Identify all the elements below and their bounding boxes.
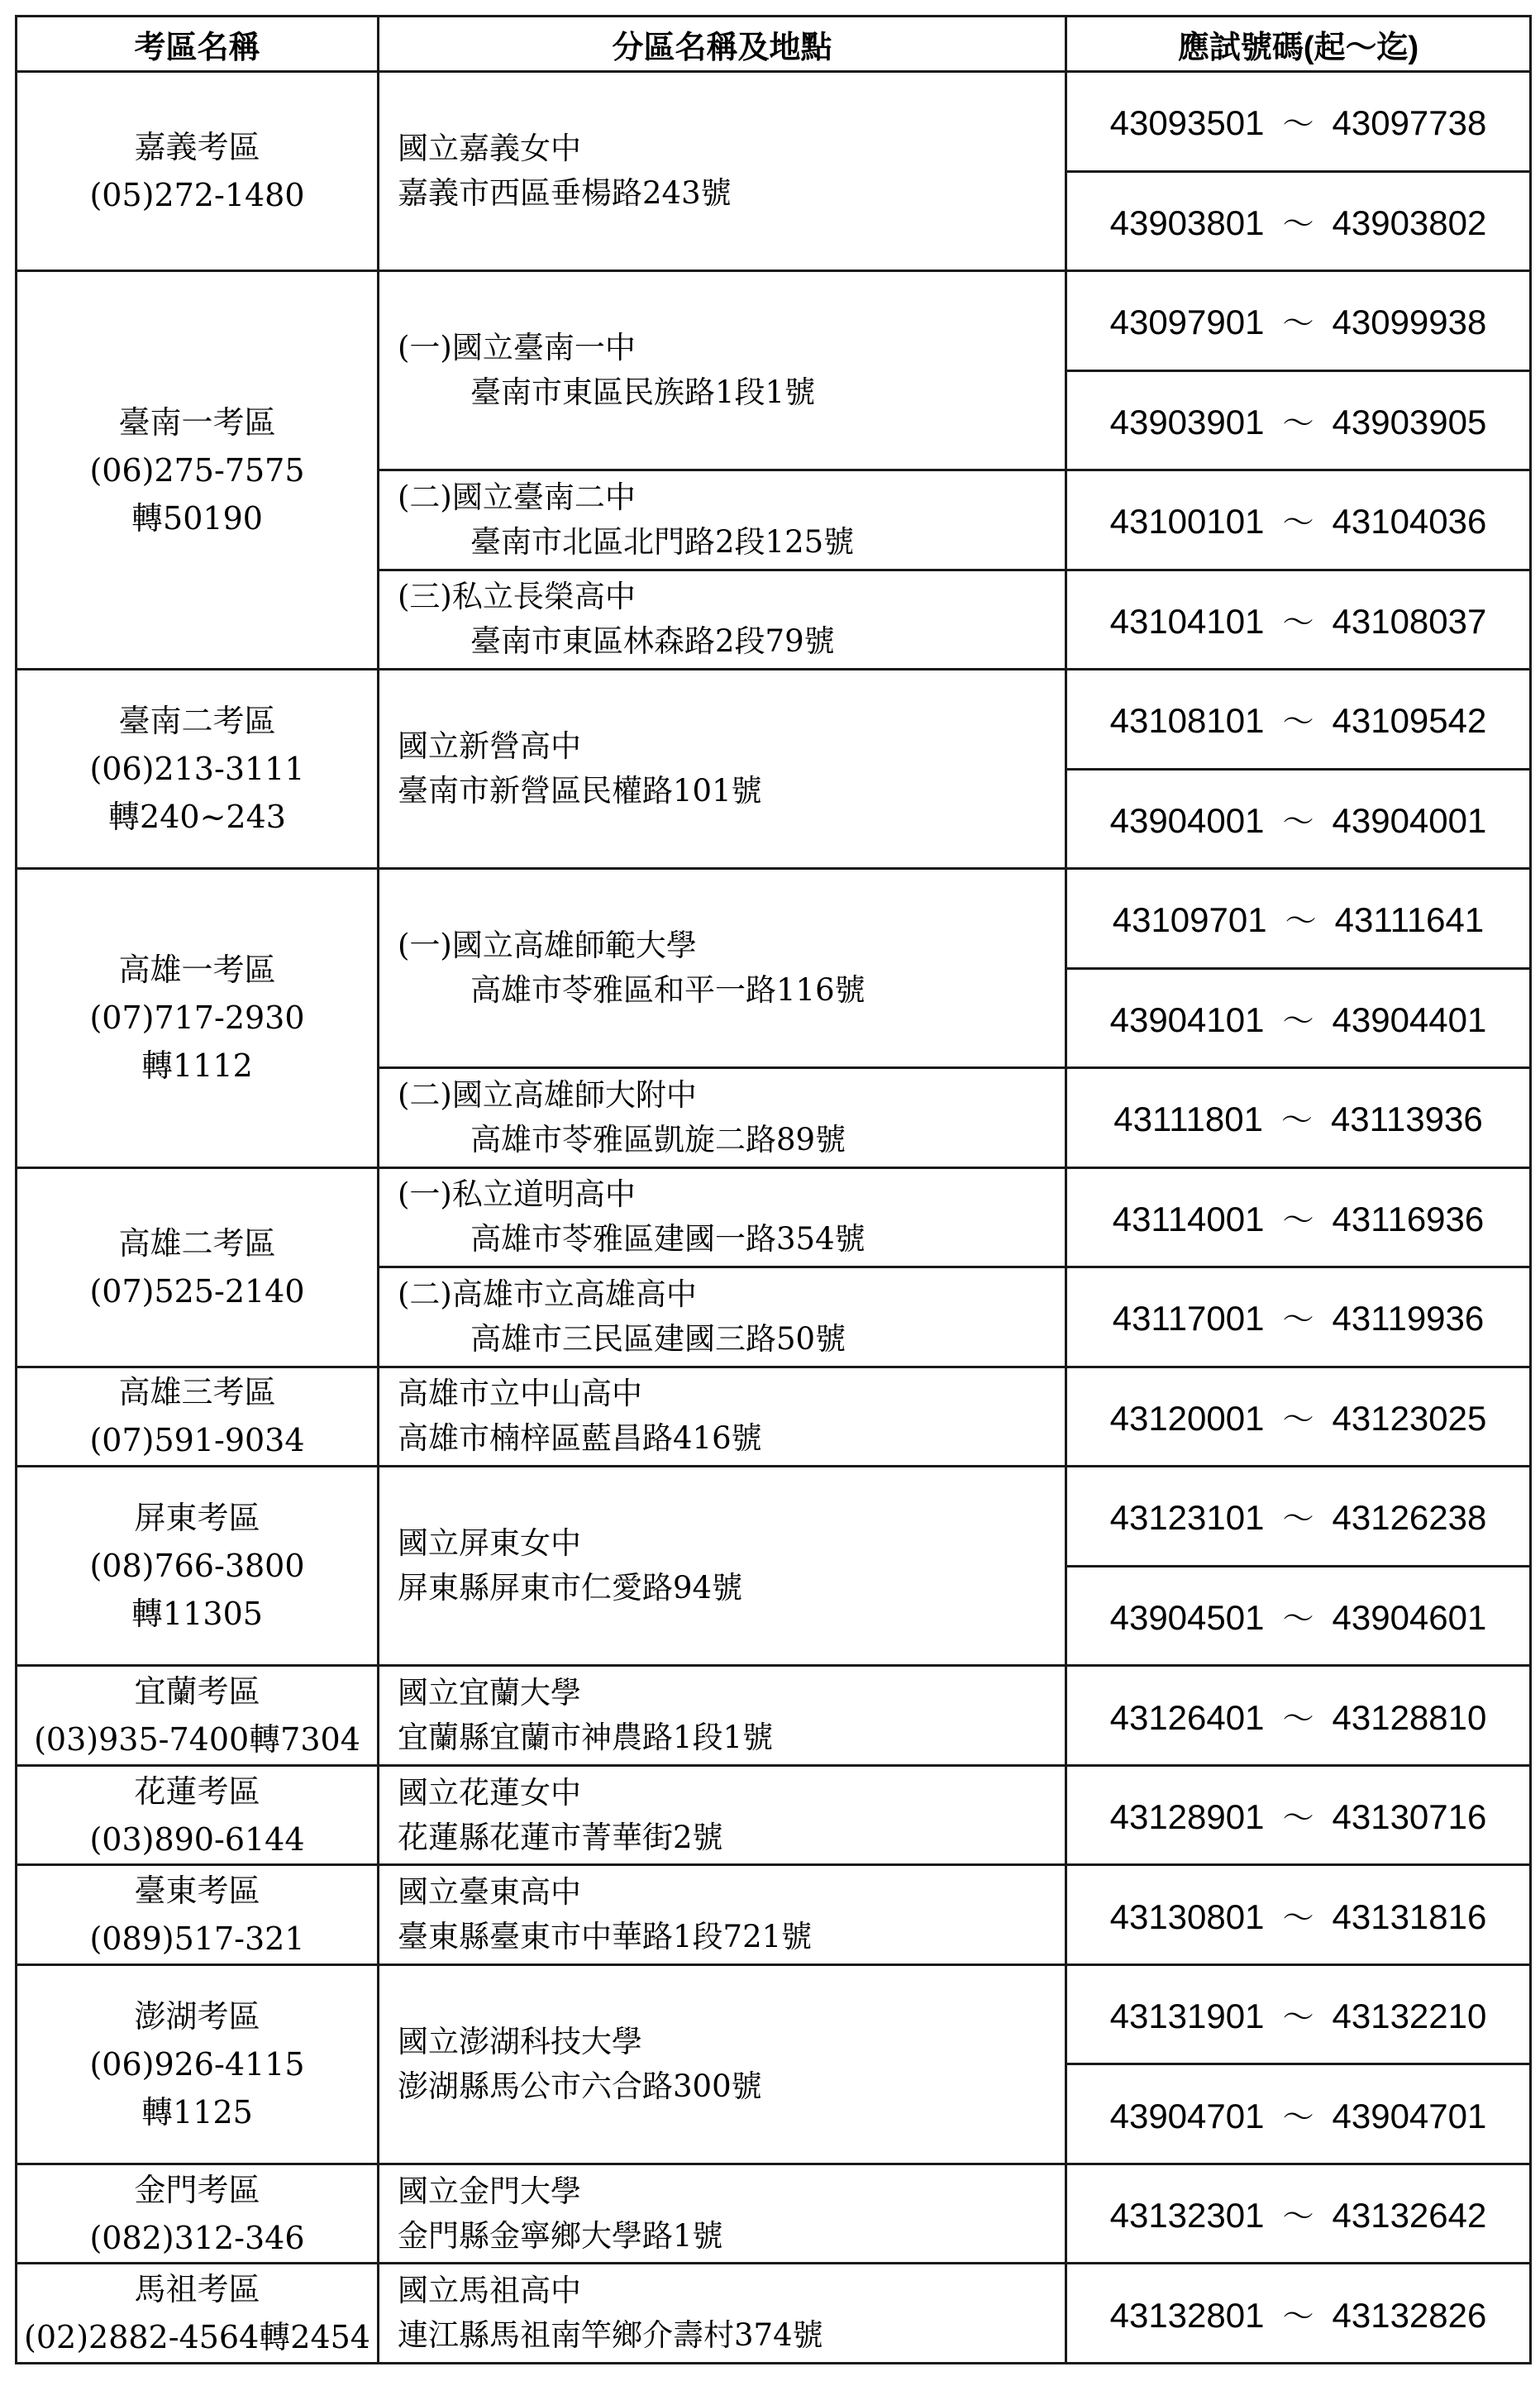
site-name: (一)國立高雄師範大學 [398, 928, 697, 964]
range-end-number: 43903802 [1332, 203, 1487, 242]
exam-number-range-cell [1066, 1267, 1531, 1367]
range-end-number: 43132642 [1332, 2196, 1487, 2235]
range-start-number: 43132801 [1109, 2295, 1265, 2335]
exam-number-range-cell [1066, 1666, 1531, 1766]
exam-area-cell [17, 1167, 379, 1367]
range-tilde: ～ [1282, 2198, 1314, 2235]
exam-number-range-cell [1066, 1467, 1531, 1567]
exam-area-phone: (06)213-3111 [89, 751, 305, 788]
exam-area-name: 馬祖考區 [134, 2271, 260, 2308]
range-end-number: 43113936 [1330, 1100, 1483, 1139]
site-address: 連江縣馬祖南竿鄉介壽村374號 [398, 2317, 823, 2354]
site-address: 臺南市北區北門路2段125號 [470, 523, 855, 560]
range-end-number: 43104036 [1332, 502, 1487, 542]
exam-area-name: 宜蘭考區 [134, 1673, 260, 1710]
site-name: (三)私立長榮高中 [398, 579, 636, 615]
exam-area-cell [17, 271, 379, 670]
exam-number-range-cell [1066, 769, 1531, 869]
exam-number-range-cell [1066, 570, 1531, 670]
header-area-name: 考區名稱 [17, 17, 379, 72]
range-tilde: ～ [1282, 1600, 1314, 1637]
range-tilde: ～ [1282, 604, 1314, 641]
range-end-number: 43126238 [1332, 1498, 1487, 1538]
site-address: 臺南市東區民族路1段1號 [470, 375, 816, 411]
range-start-number: 43131901 [1109, 1997, 1265, 2036]
exam-area-phone: (07)591-9034 [89, 1422, 305, 1459]
exam-number-range-cell [1066, 72, 1531, 172]
range-start-number: 43100101 [1109, 502, 1265, 542]
range-end-number: 43904401 [1332, 1000, 1487, 1039]
site-name: (二)國立高雄師大附中 [398, 1076, 697, 1113]
exam-number-range-cell [1066, 470, 1531, 570]
site-address: 宜蘭縣宜蘭市神農路1段1號 [398, 1720, 774, 1755]
exam-number-range-cell [1066, 370, 1531, 470]
range-tilde: ～ [1282, 1700, 1314, 1737]
table-header-row [17, 17, 1531, 72]
range-start-number: 43904001 [1109, 800, 1265, 840]
range-start-number: 43104101 [1109, 601, 1265, 641]
exam-number-range-cell [1066, 1068, 1531, 1168]
range-start-number: 43126401 [1109, 1697, 1265, 1737]
range-tilde: ～ [1285, 903, 1317, 940]
range-tilde: ～ [1282, 1800, 1314, 1837]
exam-area-phone: (06)926-4115 [89, 2045, 305, 2083]
exam-area-cell [17, 1765, 379, 1865]
site-address: 高雄市楠梓區藍昌路416號 [398, 1420, 762, 1457]
exam-area-name: 嘉義考區 [134, 129, 260, 166]
site-location-cell [379, 1765, 1066, 1865]
range-end-number: 43123025 [1332, 1398, 1487, 1438]
range-start-number: 43132301 [1109, 2196, 1265, 2235]
exam-number-range-cell [1066, 2164, 1531, 2264]
range-start-number: 43123101 [1109, 1498, 1265, 1538]
exam-area-phone: 轉11305 [131, 1596, 263, 1633]
site-name: 國立馬祖高中 [398, 2273, 581, 2309]
site-location-cell [379, 570, 1066, 670]
range-end-number: 43131816 [1332, 1897, 1487, 1936]
exam-area-name: 臺南一考區 [118, 403, 276, 441]
table-row [17, 869, 1531, 969]
table-row [17, 2264, 1531, 2364]
range-end-number: 43132210 [1332, 1997, 1487, 2036]
range-start-number: 43114001 [1112, 1199, 1265, 1238]
site-name: 國立屏東女中 [398, 1525, 581, 1562]
range-tilde: ～ [1282, 1501, 1314, 1538]
exam-area-cell [17, 670, 379, 869]
range-end-number: 43111641 [1334, 900, 1485, 940]
exam-area-name: 澎湖考區 [134, 1997, 260, 2035]
exam-area-phone: (07)525-2140 [89, 1272, 305, 1310]
site-location-cell [379, 1367, 1066, 1467]
table-row [17, 1865, 1531, 1965]
exam-number-range-cell [1066, 968, 1531, 1068]
range-end-number: 43130716 [1332, 1797, 1487, 1837]
table-row [17, 1167, 1531, 1267]
table-row [17, 1964, 1531, 2064]
exam-number-range-cell [1066, 1566, 1531, 1666]
header-exam-numbers: 應試號碼(起～迄) [1066, 17, 1531, 72]
exam-area-phone: (082)312-346 [89, 2219, 305, 2256]
site-location-cell [379, 2164, 1066, 2264]
exam-location-table [15, 15, 1532, 2364]
range-start-number: 43903801 [1109, 203, 1265, 242]
exam-area-cell [17, 1666, 379, 1766]
site-name: (二)高雄市立高雄高中 [398, 1276, 697, 1312]
exam-area-name: 臺東考區 [134, 1873, 260, 1910]
range-tilde: ～ [1280, 1102, 1313, 1139]
site-name: 高雄市立中山高中 [398, 1376, 642, 1412]
site-name: (二)國立臺南二中 [398, 479, 636, 515]
exam-area-name: 高雄一考區 [118, 952, 276, 989]
site-address: 高雄市苓雅區建國一路354號 [470, 1221, 865, 1257]
exam-location-document [15, 15, 1529, 2364]
site-address: 花蓮縣花蓮市菁華街2號 [398, 1819, 723, 1855]
site-location-cell [379, 470, 1066, 570]
range-tilde: ～ [1282, 1400, 1314, 1438]
exam-area-cell [17, 72, 379, 271]
exam-area-name: 屏東考區 [134, 1500, 260, 1537]
range-start-number: 43111801 [1113, 1100, 1263, 1139]
exam-area-name: 金門考區 [134, 2171, 260, 2208]
table-row [17, 670, 1531, 770]
range-end-number: 43904601 [1332, 1597, 1487, 1637]
site-location-cell [379, 670, 1066, 869]
table-row [17, 72, 1531, 172]
site-address: 高雄市三民區建國三路50號 [470, 1320, 846, 1357]
range-tilde: ～ [1282, 1201, 1314, 1238]
exam-area-phone: 轉50190 [131, 499, 263, 537]
range-start-number: 43130801 [1109, 1897, 1265, 1936]
site-location-cell [379, 869, 1066, 1068]
range-start-number: 43093501 [1109, 103, 1265, 143]
range-start-number: 43097901 [1109, 303, 1265, 342]
range-end-number: 43108037 [1332, 601, 1487, 641]
exam-area-cell [17, 2164, 379, 2264]
exam-area-name: 高雄三考區 [118, 1374, 276, 1411]
range-tilde: ～ [1282, 305, 1314, 342]
range-start-number: 43120001 [1109, 1398, 1265, 1438]
table-body [17, 72, 1531, 2364]
exam-area-phone: 轉1112 [141, 1047, 253, 1085]
exam-number-range-cell [1066, 271, 1531, 371]
exam-number-range-cell [1066, 1167, 1531, 1267]
range-end-number: 43099938 [1332, 303, 1487, 342]
range-end-number: 43097738 [1332, 103, 1487, 143]
range-start-number: 43117001 [1112, 1299, 1265, 1338]
range-end-number: 43904701 [1332, 2096, 1487, 2135]
table-row [17, 1367, 1531, 1467]
exam-number-range-cell [1066, 171, 1531, 271]
site-name: 國立宜蘭大學 [398, 1675, 581, 1711]
site-name: 國立澎湖科技大學 [398, 2023, 642, 2059]
site-name: 國立新營高中 [398, 728, 581, 765]
site-location-cell [379, 1666, 1066, 1766]
range-tilde: ～ [1282, 2297, 1314, 2335]
range-tilde: ～ [1282, 504, 1314, 542]
exam-area-cell [17, 1367, 379, 1467]
exam-area-phone: (07)717-2930 [89, 1000, 305, 1037]
site-location-cell [379, 1167, 1066, 1267]
site-name: 國立金門大學 [398, 2173, 581, 2209]
exam-area-cell [17, 869, 379, 1168]
range-end-number: 43109542 [1332, 701, 1487, 741]
table-row [17, 1765, 1531, 1865]
site-address: 高雄市苓雅區和平一路116號 [470, 972, 865, 1009]
site-name: 國立花蓮女中 [398, 1774, 581, 1811]
site-location-cell [379, 271, 1066, 470]
site-address: 澎湖縣馬公市六合路300號 [398, 2068, 762, 2104]
exam-number-range-cell [1066, 1964, 1531, 2064]
range-start-number: 43109701 [1112, 900, 1267, 940]
site-name: (一)私立道明高中 [398, 1176, 636, 1213]
range-tilde: ～ [1282, 106, 1314, 143]
exam-area-phone: (03)935-7400轉7304 [34, 1721, 360, 1758]
exam-area-cell [17, 1865, 379, 1965]
table-row [17, 2164, 1531, 2264]
site-address: 高雄市苓雅區凱旋二路89號 [470, 1121, 846, 1157]
range-start-number: 43904101 [1109, 1000, 1265, 1039]
exam-number-range-cell [1066, 2264, 1531, 2364]
site-location-cell [379, 1467, 1066, 1666]
exam-area-phone: (06)275-7575 [89, 451, 305, 489]
site-address: 嘉義市西區垂楊路243號 [398, 175, 732, 212]
site-name: 國立嘉義女中 [398, 131, 581, 167]
exam-area-name: 高雄二考區 [118, 1224, 276, 1262]
exam-number-range-cell [1066, 670, 1531, 770]
exam-area-cell [17, 1467, 379, 1666]
site-location-cell [379, 1964, 1066, 2164]
exam-area-name: 花蓮考區 [134, 1773, 260, 1810]
table-row [17, 1467, 1531, 1567]
range-tilde: ～ [1282, 2098, 1314, 2135]
site-name: 國立臺東高中 [398, 1874, 581, 1911]
range-tilde: ～ [1282, 803, 1314, 840]
exam-area-phone: (08)766-3800 [89, 1548, 305, 1585]
exam-area-phone: (05)272-1480 [89, 177, 305, 214]
range-end-number: 43132826 [1332, 2295, 1487, 2335]
site-location-cell [379, 72, 1066, 271]
range-tilde: ～ [1282, 404, 1314, 441]
site-address: 屏東縣屏東市仁愛路94號 [398, 1570, 743, 1606]
range-end-number: 43116936 [1332, 1199, 1485, 1238]
range-start-number: 43903901 [1109, 402, 1265, 441]
site-location-cell [379, 1865, 1066, 1965]
header-site-location: 分區名稱及地點 [379, 17, 1066, 72]
exam-number-range-cell [1066, 1367, 1531, 1467]
exam-area-phone: (089)517-321 [89, 1921, 305, 1958]
exam-area-phone: (02)2882-4564轉2454 [24, 2319, 370, 2356]
range-end-number: 43904001 [1332, 800, 1487, 840]
range-tilde: ～ [1282, 1002, 1314, 1039]
exam-area-phone: 轉240~243 [108, 799, 286, 836]
range-end-number: 43119936 [1332, 1299, 1485, 1338]
exam-number-range-cell [1066, 1765, 1531, 1865]
exam-area-phone: 轉1125 [141, 2093, 253, 2130]
site-address: 臺南市東區林森路2段79號 [470, 623, 835, 660]
range-start-number: 43904701 [1109, 2096, 1265, 2135]
range-end-number: 43128810 [1332, 1697, 1487, 1737]
range-end-number: 43903905 [1332, 402, 1487, 441]
range-tilde: ～ [1282, 1301, 1314, 1338]
range-tilde: ～ [1282, 704, 1314, 741]
exam-area-cell [17, 2264, 379, 2364]
range-start-number: 43904501 [1109, 1597, 1265, 1637]
exam-number-range-cell [1066, 869, 1531, 969]
range-start-number: 43128901 [1109, 1797, 1265, 1837]
site-address: 臺南市新營區民權路101號 [398, 773, 762, 809]
table-row [17, 1666, 1531, 1766]
range-start-number: 43108101 [1109, 701, 1265, 741]
exam-number-range-cell [1066, 1865, 1531, 1965]
site-address: 金門縣金寧鄉大學路1號 [398, 2217, 723, 2254]
site-address: 臺東縣臺東市中華路1段721號 [398, 1919, 813, 1955]
exam-area-name: 臺南二考區 [118, 703, 276, 740]
site-location-cell [379, 2264, 1066, 2364]
site-location-cell [379, 1068, 1066, 1168]
site-name: (一)國立臺南一中 [398, 330, 636, 366]
table-row [17, 271, 1531, 371]
range-tilde: ～ [1282, 1999, 1314, 2036]
site-location-cell [379, 1267, 1066, 1367]
range-tilde: ～ [1282, 205, 1314, 242]
exam-area-cell [17, 1964, 379, 2164]
exam-area-phone: (03)890-6144 [89, 1820, 305, 1858]
exam-number-range-cell [1066, 2064, 1531, 2164]
range-tilde: ～ [1282, 1899, 1314, 1936]
